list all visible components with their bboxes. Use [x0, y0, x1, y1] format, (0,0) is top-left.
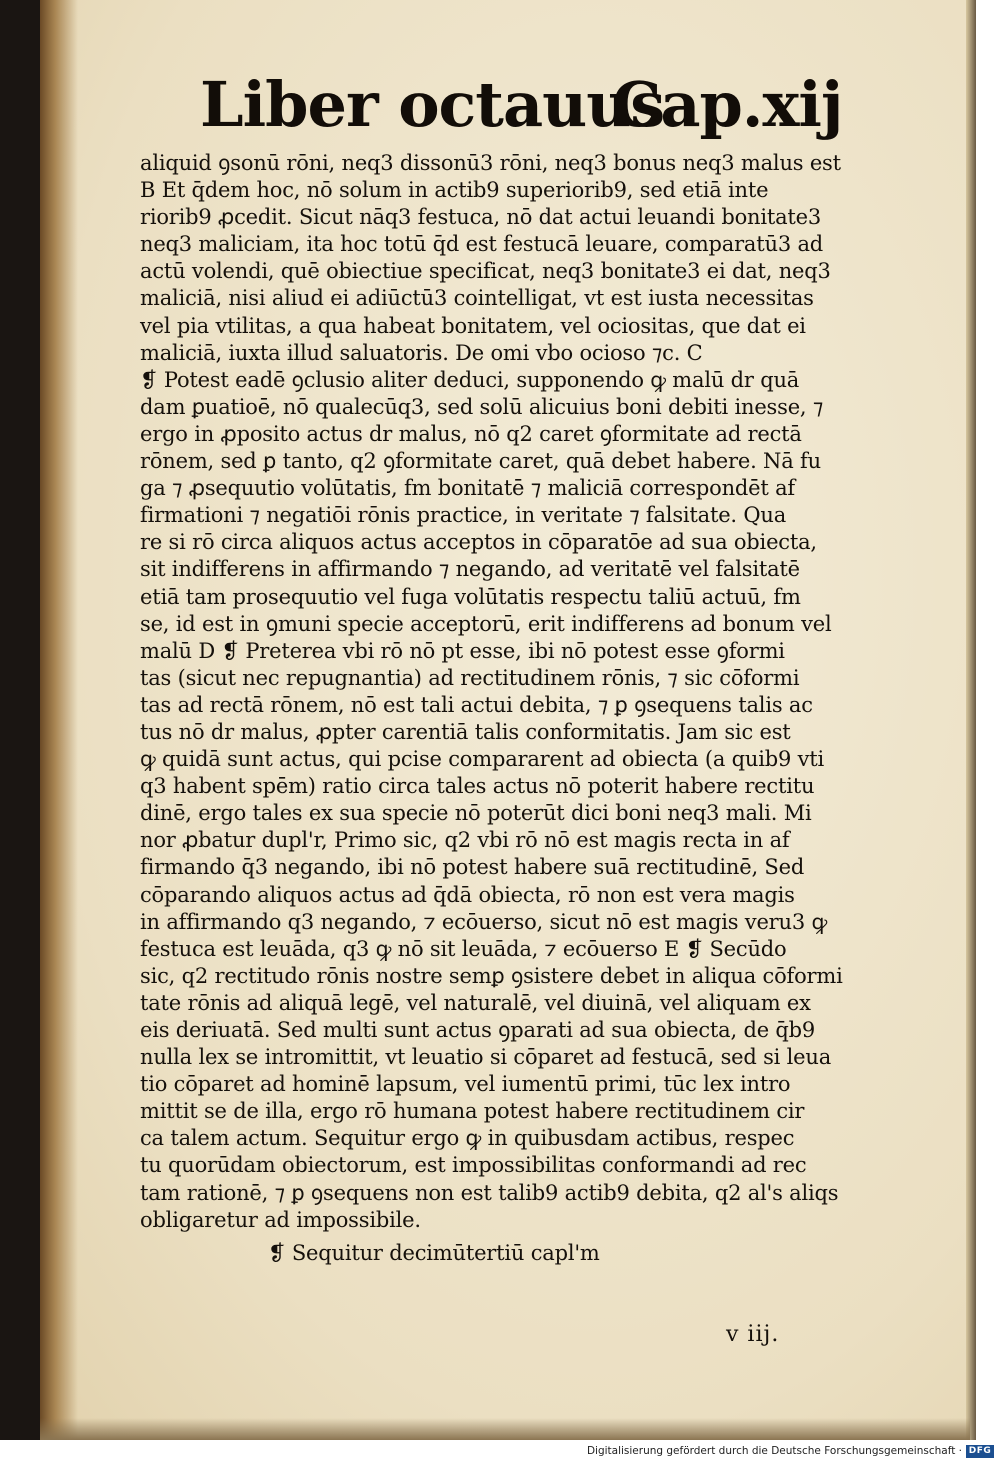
text-line: etiā tam prosequutio vel fuga volūtatis respectu taliū actuū, fm — [140, 584, 801, 609]
text-line: actū volendi, quē obiectiue specificat, neq3 bonitate3 ei dat, neq3 — [140, 259, 831, 284]
text-line: nulla lex se intromittit, vt leuatio si cōparet ad festucā, sed si leua — [140, 1045, 832, 1070]
page-bottom-edge — [40, 1418, 970, 1440]
text-line: tu quorūdam obiectorum, est impossibilitas conformandi ad rec — [140, 1153, 807, 1178]
text-line: ❡ Potest eadē ꝯclusio aliter deduci, supponendo ꝙ malū dr quā — [140, 367, 800, 392]
text-line: sic, q2 rectitudo rōnis nostre semꝑ ꝯsistere debet in aliqua cōformi — [140, 963, 843, 988]
text-line: vel pia vtilitas, a qua habeat bonitatem, vel ociositas, que dat ei — [140, 313, 806, 338]
text-line: tas (sicut nec repugnantia) ad rectitudinem rōnis, ⁊ sic cōformi — [140, 665, 800, 690]
text-line: firmationi ⁊ negatiōi rōnis practice, in veritate ⁊ falsitate. Qua — [140, 503, 787, 528]
page-right-edge — [966, 0, 976, 1440]
text-line: B Et q̄dem hoc, nō solum in actib9 superiorib9, sed etiā inte — [140, 178, 769, 203]
chapter-number: Cap.xij — [612, 68, 843, 141]
text-line: maliciā, iuxta illud saluatoris. De omi vbo ocioso ⁊c. C — [140, 340, 703, 365]
text-line: tus nō dr malus, ꝓpter carentiā talis conformitatis. Jam sic est — [140, 719, 791, 744]
text-line: neq3 maliciam, ita hoc totū q̄d est festucā leuare, comparatū3 ad — [140, 232, 824, 257]
text-line: riorib9 ꝓcedit. Sicut nāq3 festuca, nō dat actui leuandi bonitate3 — [140, 205, 822, 230]
text-line: dam ꝑuatioē, nō qualecūq3, sed solū alicuius boni debiti inesse, ⁊ — [140, 394, 824, 419]
text-line: in affirmando q3 negando, ⁊ ecōuerso, sicut nō est magis veru3 ꝙ — [140, 909, 828, 934]
running-title: Liber octauus — [200, 68, 665, 141]
text-line: ꝙ quidā sunt actus, qui pcise compararent ad obiecta (a quib9 vti — [140, 747, 825, 772]
text-line: sit indifferens in affirmando ⁊ negando, ad veritatē vel falsitatē — [140, 557, 800, 582]
text-line: tate rōnis ad aliquā legē, vel naturalē, vel diuinā, vel aliquam ex — [140, 990, 811, 1015]
text-line: tio cōparet ad hominē lapsum, vel iumentū primi, tūc lex intro — [140, 1072, 791, 1097]
text-line: malū D ❡ Preterea vbi rō nō pt esse, ibi nō potest esse ꝯformi — [140, 638, 785, 663]
signature-mark: v iij. — [726, 1322, 780, 1347]
text-line: dinē, ergo tales ex sua specie nō poterūt dici boni neq3 mali. Mi — [140, 801, 812, 826]
text-line: se, id est in ꝯmuni specie acceptorū, erit indifferens ad bonum vel — [140, 611, 832, 636]
text-line: re si rō circa aliquos actus acceptos in cōparatōe ad sua obiecta, — [140, 530, 817, 555]
text-lines — [140, 150, 860, 1234]
text-line: tam rationē, ⁊ ꝑ ꝯsequens non est talib9 actib9 debita, q2 al's aliqs — [140, 1180, 839, 1205]
dfg-logo: DFG — [966, 1445, 994, 1458]
text-line: obligaretur ad impossibile. — [140, 1207, 421, 1232]
page-header — [200, 68, 843, 148]
text-line: rōnem, sed ꝑ tanto, q2 ꝯformitate caret, quā debet habere. Nā fu — [140, 449, 821, 474]
text-line: tas ad rectā rōnem, nō est tali actui debita, ⁊ ꝑ ꝯsequens talis ac — [140, 692, 813, 717]
text-line: firmando q̄3 negando, ibi nō potest habere suā rectitudinē, Sed — [140, 855, 805, 880]
text-line: aliquid ꝯsonū rōni, neq3 dissonū3 rōni, neq3 bonus neq3 malus est — [140, 151, 841, 175]
text-line: nor ꝓbatur dupl'r, Primo sic, q2 vbi rō nō est magis recta in af — [140, 828, 790, 853]
text-line: ga ⁊ ꝓsequutio volūtatis, fm bonitatē ⁊ maliciā correspondēt af — [140, 476, 795, 501]
text-line: ca talem actum. Sequitur ergo ꝙ in quibusdam actibus, respec — [140, 1126, 795, 1151]
text-line: ergo in ꝓposito actus dr malus, nō q2 caret ꝯformitate ad rectā — [140, 421, 802, 446]
digitization-credit: Digitalisierung gefördert durch die Deutsche Forschungsgemeinschaft · — [586, 1445, 962, 1457]
text-line: cōparando aliquos actus ad q̄dā obiecta, rō non est vera magis — [140, 882, 795, 907]
text-line: maliciā, nisi aliud ei adiūctū3 cointelligat, vt est iusta necessitas — [140, 286, 814, 311]
closing-rubric: ❡ Sequitur decimūtertiū capl'm — [268, 1240, 600, 1265]
footer-bar — [0, 1440, 1000, 1463]
main-text-block — [140, 150, 860, 1267]
page-gutter-shadow — [40, 0, 78, 1440]
text-line: q3 habent spēm) ratio circa tales actus nō poterit habere rectitu — [140, 774, 815, 799]
text-line: mittit se de illa, ergo rō humana potest habere rectitudinem cir — [140, 1099, 805, 1124]
text-line: festuca est leuāda, q3 ꝙ nō sit leuāda, ⁊ ecōuerso E ❡ Secūdo — [140, 936, 787, 961]
text-line: eis deriuatā. Sed multi sunt actus ꝯparati ad sua obiecta, de q̄b9 — [140, 1018, 816, 1042]
